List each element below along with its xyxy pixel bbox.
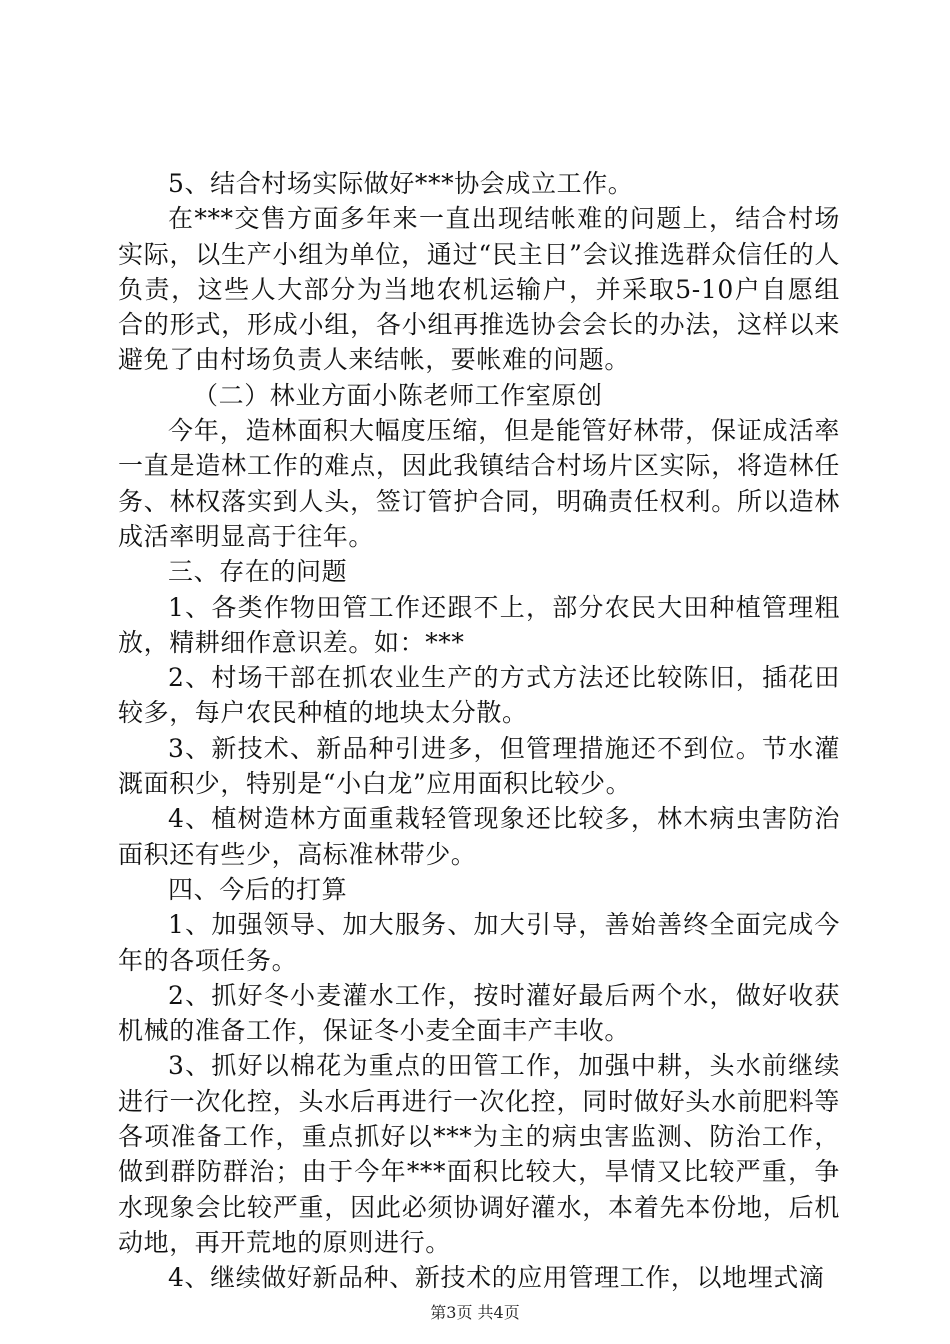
paragraph-plan-1: 1、加强领导、加大服务、加大引导，善始善终全面完成今年的各项任务。 [118, 910, 840, 975]
paragraph-problem-3: 3、新技术、新品种引进多，但管理措施还不到位。节水灌溉面积少，特别是“小白龙”应用面积比较少。 [118, 733, 840, 799]
paragraph-settlement-issue: 在***交售方面多年来一直出现结帐难的问题上，结合村场实际，以生产小组为单位，通过“民主日”会议推选群众信任的人负责，这些人大部分为当地农机运输户，并采取5-10户自愿组合的形式，形成小组，各小组再推选协会会长的办法，这样以来避免了由村场负责人来结帐，要帐难的问题。 [118, 204, 840, 375]
paragraph-association-setup: 5、结合村场实际做好***协会成立工作。 [168, 169, 634, 198]
paragraph-plan-2: 2、抓好冬小麦灌水工作，按时灌好最后两个水，做好收获机械的准备工作，保证冬小麦全面丰产丰收。 [118, 980, 840, 1046]
paragraph-plan-3: 3、抓好以棉花为重点的田管工作，加强中耕，头水前继续进行一次化控，头水后再进行一次化控，同时做好头水前肥料等各项准备工作，重点抓好以***为主的病虫害监测、防治工作，做到群防群治；由于今年***面积比较大，旱情又比较严重，争水现象会比较严重，因此必须协调好灌水，本着先本份地，后机动地，再开荒地的原则进行。 [118, 1051, 840, 1257]
page-number-label: 第3页 共4页 [430, 1303, 520, 1322]
section-heading-forestry: （二）林业方面小陈老师工作室原创 [193, 380, 603, 410]
paragraph-plan-4: 4、继续做好新品种、新技术的应用管理工作，以地埋式滴 [168, 1263, 825, 1293]
document-body [118, 166, 840, 1296]
section-heading-plans: 四、今后的打算 [168, 874, 348, 904]
paragraph-forestry: 今年，造林面积大幅度压缩，但是能管好林带，保证成活率一直是造林工作的难点，因此我镇结合村场片区实际，将造林任务、林权落实到人头，签订管护合同，明确责任权利。所以造林成活率明显高于往年。 [118, 416, 840, 551]
paragraph-problem-2: 2、村场干部在抓农业生产的方式方法还比较陈旧，插花田较多，每户农民种植的地块太分散。 [118, 663, 840, 728]
section-heading-problems: 三、存在的问题 [168, 557, 348, 587]
paragraph-problem-4: 4、植树造林方面重栽轻管现象还比较多，林木病虫害防治面积还有些少，高标准林带少。 [118, 804, 840, 869]
paragraph-problem-1: 1、各类作物田管工作还跟不上，部分农民大田种植管理粗放，精耕细作意识差。如：*** [118, 592, 840, 657]
page-footer [0, 1300, 950, 1323]
